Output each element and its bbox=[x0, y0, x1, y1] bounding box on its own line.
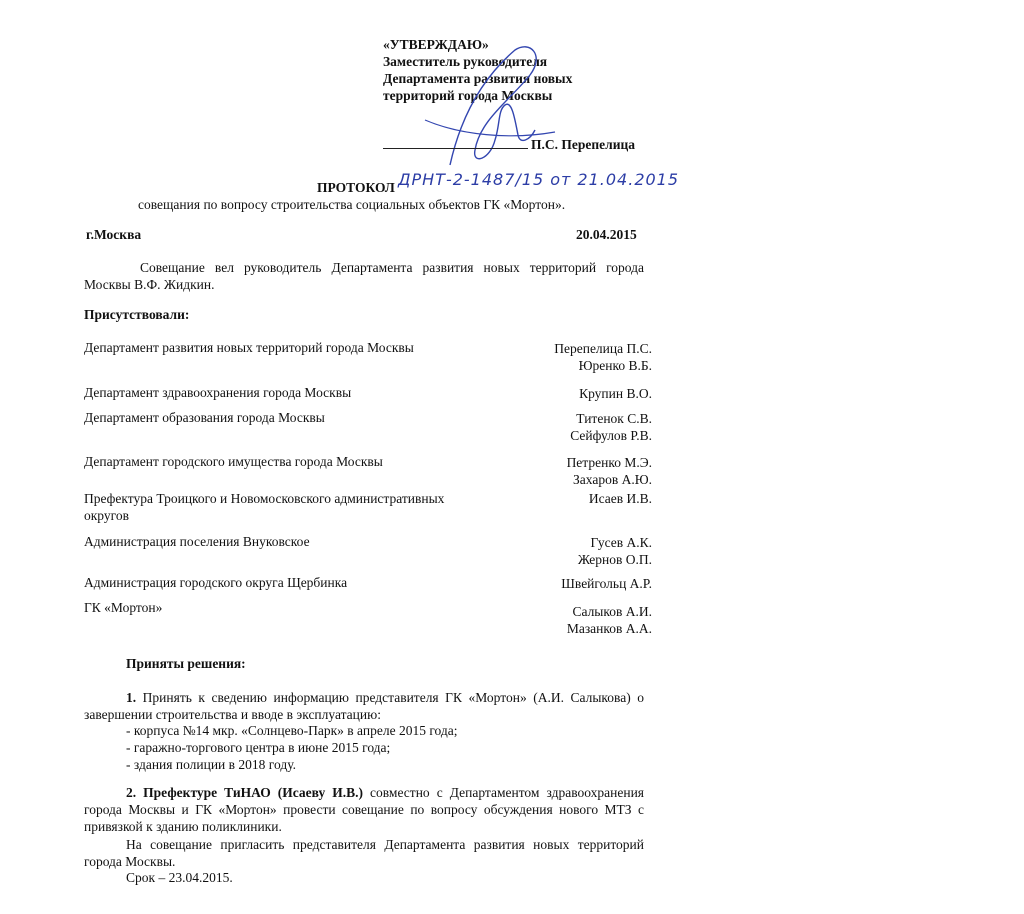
decision-1 bbox=[84, 689, 644, 723]
city: г.Москва bbox=[86, 227, 142, 242]
decision-1-item: - корпуса №14 мкр. «Солнцево-Парк» в апреле 2015 года; bbox=[126, 723, 458, 738]
attendee-name: Исаев И.В. bbox=[588, 491, 652, 506]
attendee-dept: Департамент здравоохранения города Москвы bbox=[84, 385, 352, 400]
attendee-dept-line: округов bbox=[84, 508, 129, 523]
decision-1-item: - гаражно-торгового центра в июне 2015 года; bbox=[126, 740, 391, 755]
approval-line-2: Заместитель руководителя bbox=[383, 54, 548, 69]
signature-line bbox=[383, 148, 528, 149]
approval-line-3: Департамента развития новых bbox=[383, 71, 573, 86]
attendee-name: Петренко М.Э. bbox=[566, 455, 652, 470]
attendee-name: Жернов О.П. bbox=[577, 552, 652, 567]
attendee-names bbox=[520, 603, 652, 637]
attendee-names bbox=[520, 410, 652, 444]
decision-2-text: совместно с Департаментом здравоохранения города Москвы и ГК «Мортон» провести совещание по вопросу обсуждения нового МТЗ с привязкой к зданию поликлиники. bbox=[84, 785, 645, 834]
approval-line-1: «УТВЕРЖДАЮ» bbox=[383, 37, 489, 52]
chair-paragraph: Совещание вел руководитель Департамента развития новых территорий города Москвы В.Ф. Жидкин. bbox=[84, 260, 644, 292]
attendee-dept: Департамент развития новых территорий города Москвы bbox=[84, 340, 414, 355]
attendee-dept: ГК «Мортон» bbox=[84, 600, 163, 615]
attendee-dept bbox=[84, 490, 444, 524]
attendee-name: Титенок С.В. bbox=[576, 411, 652, 426]
attendee-names bbox=[520, 490, 652, 507]
date: 20.04.2015 bbox=[576, 227, 637, 242]
handwritten-registration: ДРНТ-2-1487/15 от 21.04.2015 bbox=[398, 170, 680, 189]
decision-1-text: Принять к сведению информацию представителя ГК «Мортон» (А.И. Салыкова) о завершении строительства и вводе в эксплуатацию: bbox=[84, 690, 644, 722]
decision-1-item: - здания полиции в 2018 году. bbox=[126, 757, 296, 772]
attendee-name: Сейфулов Р.В. bbox=[570, 428, 652, 443]
decision-2-number: 2. bbox=[126, 785, 137, 800]
decision-2-bold: Префектуре ТиНАО (Исаеву И.В.) bbox=[143, 785, 364, 800]
decision-1-items bbox=[126, 722, 458, 773]
signature-image bbox=[420, 40, 560, 180]
attendee-name: Захаров А.Ю. bbox=[573, 472, 652, 487]
attendee-name: Гусев А.К. bbox=[590, 535, 652, 550]
attendee-dept: Администрация поселения Внуковское bbox=[84, 534, 310, 549]
attendee-names bbox=[520, 454, 652, 488]
attendee-name: Перепелица П.С. bbox=[554, 341, 652, 356]
attendees-heading: Присутствовали: bbox=[84, 307, 190, 322]
attendee-names bbox=[520, 575, 652, 592]
attendee-name: Крупин В.О. bbox=[579, 386, 652, 401]
approval-line-4: территорий города Москвы bbox=[383, 88, 553, 103]
attendee-name: Швейгольц А.Р. bbox=[561, 576, 652, 591]
signatory-name: П.С. Перепелица bbox=[531, 137, 636, 152]
decisions-heading: Приняты решения: bbox=[126, 656, 246, 671]
decision-2-deadline: Срок – 23.04.2015. bbox=[126, 870, 233, 885]
attendee-dept-line: Префектура Троицкого и Новомосковского административных bbox=[84, 491, 445, 506]
decision-1-number: 1. bbox=[126, 690, 137, 705]
attendee-name: Салыков А.И. bbox=[572, 604, 652, 619]
attendee-names bbox=[520, 534, 652, 568]
protocol-title: ПРОТОКОЛ bbox=[317, 180, 395, 195]
attendee-name: Мазанков А.А. bbox=[566, 621, 652, 636]
attendee-dept: Департамент городского имущества города Москвы bbox=[84, 454, 383, 469]
decision-2-invite: На совещание пригласить представителя Департамента развития новых территорий города Москвы. bbox=[84, 837, 644, 869]
protocol-subtitle: совещания по вопросу строительства социальных объектов ГК «Мортон». bbox=[138, 197, 566, 212]
decision-2 bbox=[84, 784, 644, 835]
attendee-name: Юренко В.Б. bbox=[578, 358, 652, 373]
attendee-names bbox=[520, 385, 652, 402]
attendee-names bbox=[520, 340, 652, 374]
attendee-dept: Администрация городского округа Щербинка bbox=[84, 575, 348, 590]
attendee-dept: Департамент образования города Москвы bbox=[84, 410, 325, 425]
